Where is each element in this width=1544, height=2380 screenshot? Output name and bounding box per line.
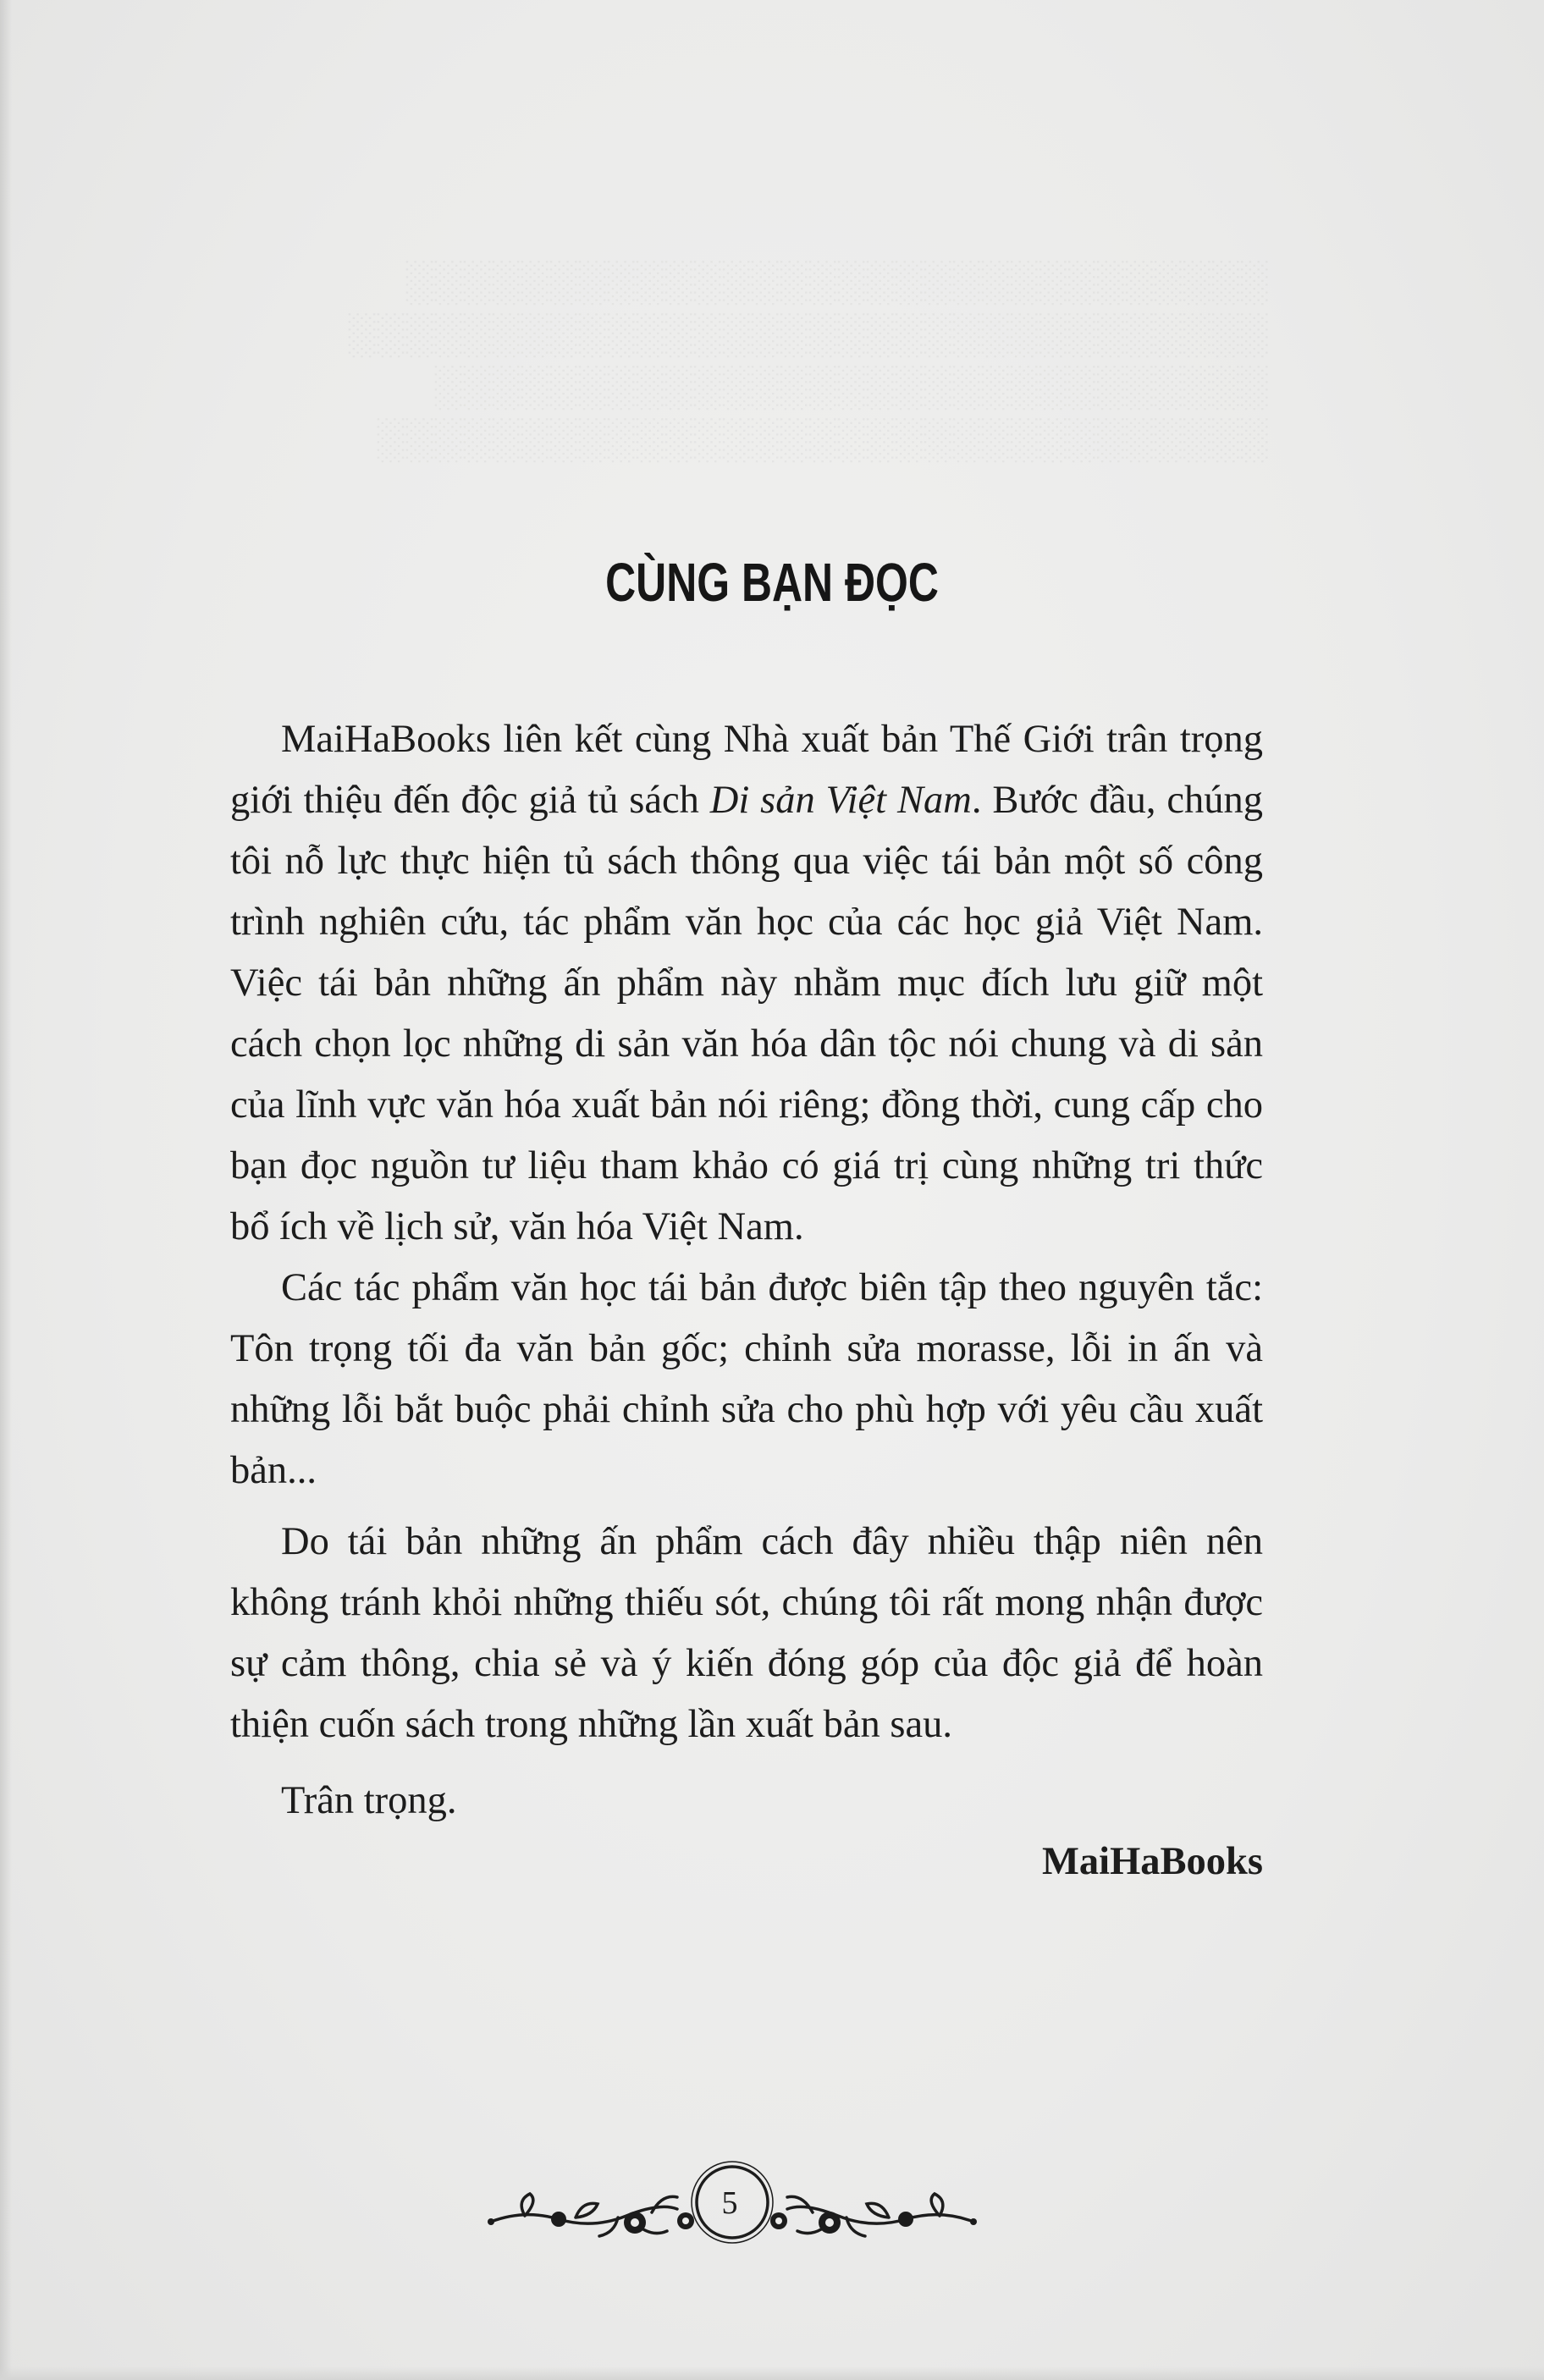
- signature: MaiHaBooks: [1042, 1840, 1263, 1883]
- paragraph-intro: [230, 709, 1263, 1258]
- body-text: [230, 709, 1263, 1892]
- paragraph-intro-before: MaiHaBooks liên kết cùng Nhà xuất bản Thế Giới trân trọng giới thiệu đến độc giả tủ sách: [230, 718, 1263, 822]
- paragraph-intro-after: . Bước đầu, chúng tôi nỗ lực thực hiện tủ sách thông qua việc tái bản một số công trình nghiên cứu, tác phẩm văn học của các học giả Việt Nam. Việc tái bản những ấn phẩm này nhằm mục đích lưu giữ một cách chọn lọc những di sản văn hóa dân tộc nói chung và di sản của lĩnh vực văn hóa xuất bản nói riêng; đồng thời, cung cấp cho bạn đọc nguồn tư liệu tham khảo có giá trị cùng những tri thức bổ ích về lịch sử, văn hóa Việt Nam.: [230, 779, 1263, 1248]
- book-series-title: Di sản Việt Nam: [709, 779, 972, 822]
- page-left-edge-shadow: [0, 0, 12, 2380]
- page-title: CÙNG BẠN ĐỌC: [605, 551, 939, 613]
- bleed-through-texture: ░░░░░░░░░░░░░░░░░░░░░░░░░░░░░░ ░░░░░░░░░░░░░░░░░░░░░░░░░░░░░░░░ ░░░░░░░░░░░░░░░░░░░░░░░░░░░░░ ░░░░░░░░░░░░░░░░░░░░░░░░░░░░░░░: [348, 259, 1270, 461]
- paragraph-spacer: [230, 1501, 1263, 1512]
- paragraph-apology: Do tái bản những ấn phẩm cách đây nhiều thập niên nên không tránh khỏi những thiếu sót, chúng tôi rất mong nhận được sự cảm thông, chia sẻ và ý kiến đóng góp của độc giả để hoàn thiện cuốn sách trong những lần xuất bản sau.: [230, 1520, 1263, 1746]
- paragraph-spacer: [230, 1755, 1263, 1766]
- page-number: 5: [721, 2185, 738, 2221]
- paragraph-editing-principles: Các tác phẩm văn học tái bản được biên tập theo nguyên tắc: Tôn trọng tối đa văn bản gốc; chỉnh sửa morasse, lỗi in ấn và những lỗi bắt buộc phải chỉnh sửa cho phù hợp với yêu cầu xuất bản...: [230, 1266, 1263, 1492]
- page-bottom-edge-shadow: [0, 2366, 1544, 2380]
- closing-line: Trân trọng.: [281, 1779, 457, 1822]
